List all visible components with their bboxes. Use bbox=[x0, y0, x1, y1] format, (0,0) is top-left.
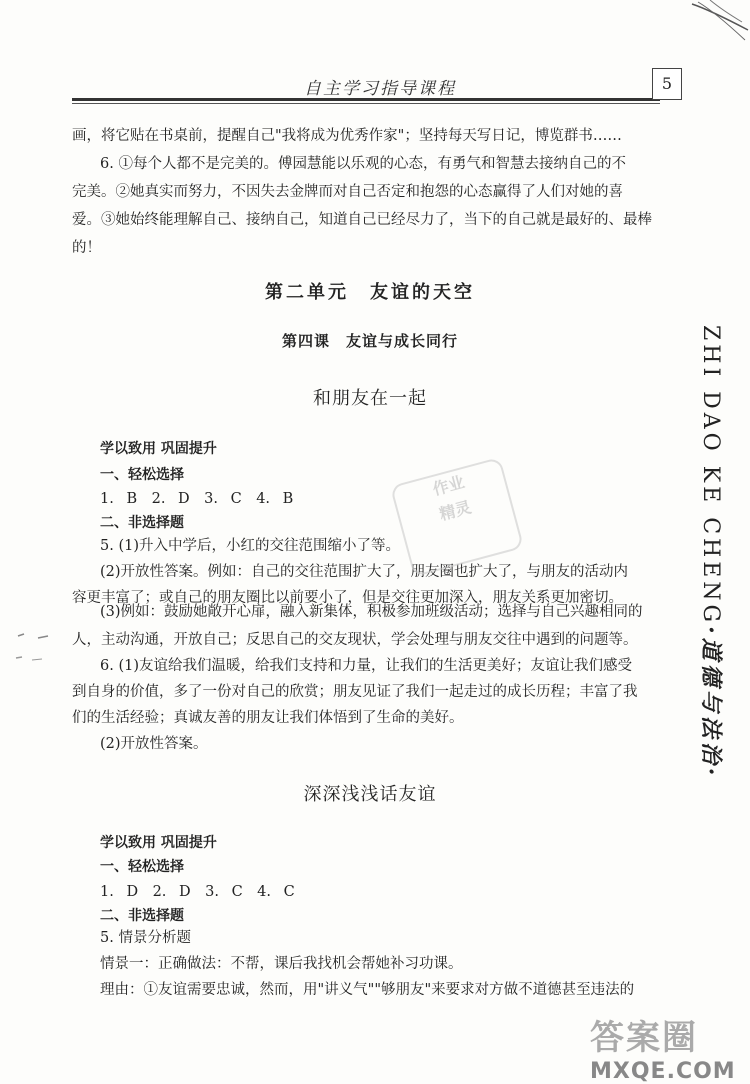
section2-answers: 1. D 2. D 3. C 4. C bbox=[100, 884, 295, 900]
watermark-logo-text: 答案圈 bbox=[590, 1018, 698, 1058]
page-number: 5 bbox=[652, 68, 682, 100]
corner-scribble bbox=[690, 0, 750, 50]
unit-title: 第二单元 友谊的天空 bbox=[265, 282, 475, 303]
header-rule-thin bbox=[72, 103, 660, 104]
section2-line-1: 5. 情景分析题 bbox=[100, 930, 191, 946]
section2-subtitle: 学以致用 巩固提升 bbox=[100, 835, 217, 851]
section1-part2: 二、非选择题 bbox=[100, 515, 184, 531]
section1-line-1: 5. (1)升入中学后，小红的交往范围缩小了等。 bbox=[100, 538, 400, 554]
section1-title: 和朋友在一起 bbox=[313, 388, 427, 409]
stamp-text-1: 作业 bbox=[430, 472, 467, 499]
margin-marks bbox=[8, 630, 58, 670]
side-text-chinese: ·道德与法治· bbox=[698, 626, 724, 780]
header-rule bbox=[72, 98, 660, 101]
intro-line-2: 6. ①每个人都不是完美的。傅园慧能以乐观的心态，有勇气和智慧去接纳自己的不 bbox=[100, 156, 626, 172]
watermark-url: MXQE.COM bbox=[590, 1059, 736, 1084]
section1-part1: 一、轻松选择 bbox=[100, 467, 184, 483]
section1-line-8: 们的生活经验；真诚友善的朋友让我们体悟到了生命的美好。 bbox=[72, 710, 464, 726]
section1-line-2: (2)开放性答案。例如：自己的交往范围扩大了，朋友圈也扩大了，与朋友的活动内 bbox=[100, 564, 629, 580]
section1-subtitle: 学以致用 巩固提升 bbox=[100, 441, 217, 457]
side-text-latin: ZHI DAO KE CHENG bbox=[698, 325, 723, 627]
section1-line-7: 到自身的价值，多了一份对自己的欣赏；朋友见证了我们一起走过的成长历程；丰富了我 bbox=[72, 684, 638, 700]
site-watermark bbox=[590, 1010, 750, 1084]
intro-line-3: 完美。②她真实而努力，不因失去金牌而对自己否定和抱怨的心态赢得了人们对她的喜 bbox=[72, 184, 623, 200]
stamp-text-2: 精灵 bbox=[437, 497, 474, 525]
section1-line-6: 6. (1)友谊给我们温暖，给我们支持和力量，让我们的生活更美好；友谊让我们感受 bbox=[100, 658, 632, 674]
side-vertical-text bbox=[668, 325, 728, 779]
section2-part2: 二、非选择题 bbox=[100, 908, 184, 924]
section2-part1: 一、轻松选择 bbox=[100, 859, 184, 875]
section1-line-4: (3)例如：鼓励她敞开心扉，融入新集体，积极参加班级活动；选择与自己兴趣相同的 bbox=[100, 604, 643, 620]
intro-line-5: 的！ bbox=[72, 240, 101, 256]
section1-line-3: 容更丰富了；或自己的朋友圈比以前要小了，但是交往更加深入，朋友关系更加密切。 bbox=[72, 590, 623, 606]
section2-title: 深深浅浅话友谊 bbox=[303, 784, 437, 805]
lesson-title: 第四课 友谊与成长同行 bbox=[281, 332, 458, 350]
section1-answers: 1. B 2. D 3. C 4. B bbox=[100, 491, 294, 507]
section2-line-3: 理由：①友谊需要忠诚，然而，用"讲义气""够朋友"来要求对方做不道德甚至违法的 bbox=[100, 982, 635, 998]
intro-line-4: 爱。③她始终能理解自己、接纳自己，知道自己已经尽力了，当下的自己就是最好的、最棒 bbox=[72, 212, 652, 228]
header-title: 自主学习指导课程 bbox=[304, 79, 456, 99]
section1-line-5: 人，主动沟通，开放自己；反思自己的交友现状，学会处理与朋友交往中遇到的问题等。 bbox=[72, 632, 638, 648]
intro-line-1: 画，将它贴在书桌前，提醒自己"我将成为优秀作家"；坚持每天写日记，博览群书…… bbox=[72, 128, 622, 144]
section2-line-2: 情景一：正确做法：不帮，课后我找机会帮她补习功课。 bbox=[100, 956, 463, 972]
section1-line-9: (2)开放性答案。 bbox=[100, 736, 208, 752]
